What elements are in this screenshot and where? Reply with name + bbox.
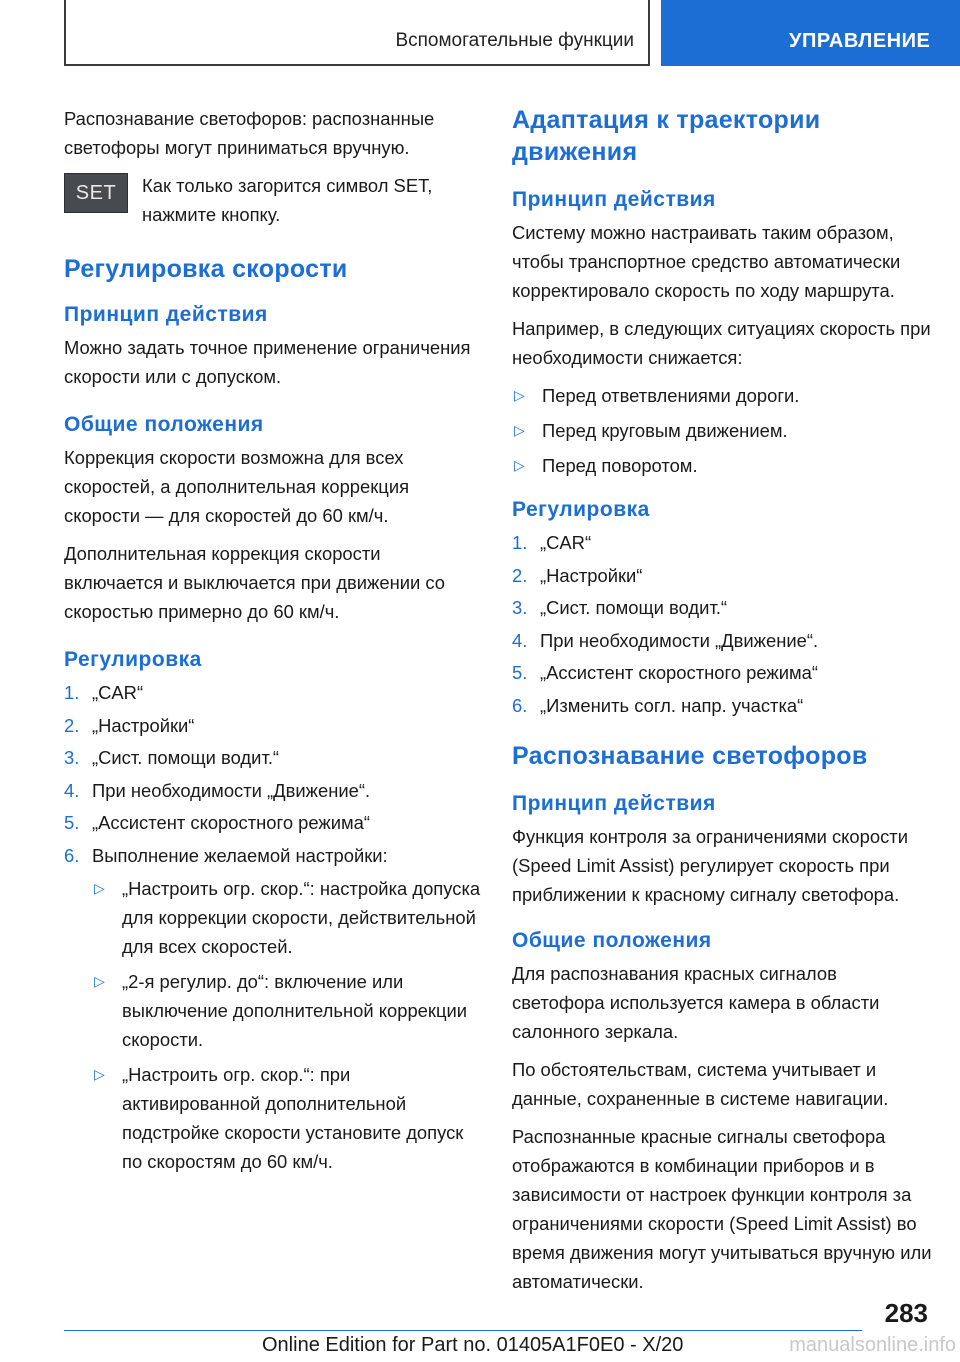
step-number: 1. [64, 682, 80, 703]
list-item [64, 808, 484, 837]
right-column [512, 104, 932, 1305]
option-text: „Настроить огр. скор.“: настройка допуска для коррекции скорости, действительной для всех скоростей. [122, 877, 481, 957]
step-text: „Настройки“ [92, 714, 195, 736]
step-text: „Ассистент скоростного режима“ [92, 812, 370, 833]
step-text: „Сист. помощи водит.“ [540, 597, 728, 618]
page-number: 283 [884, 1298, 928, 1328]
traffic-general-paragraph-3: Распознанные красные сигналы светофора отображаются в комбинации приборов и в зависимости от настроек функции контроля за ограничениями скорости (Speed Limit Assist) во время движения могут учитываться вручную или автоматически. [512, 1125, 932, 1292]
header-chapter-tab [661, 0, 960, 66]
situation-text: Перед круговым движением. [542, 420, 788, 441]
step-number: 2. [64, 714, 80, 736]
header-section-tab [64, 0, 650, 66]
step-text: „Сист. помощи водит.“ [92, 747, 280, 768]
adjust-heading: Регулировка [512, 498, 650, 521]
step-number: 6. [64, 844, 80, 866]
general-paragraph-2: Дополнительная коррекция скорости включается и выключается при движении со скоростью примерно до 60 км/ч. [64, 543, 446, 622]
step-number: 3. [64, 747, 80, 768]
traffic-general-paragraph-2: По обстоятельствам, система учитывает и данные, сохраненные в системе навигации. [512, 1058, 889, 1109]
list-item [64, 743, 484, 772]
speed-adjust-heading: Регулировка скорости [64, 255, 348, 283]
list-item [512, 416, 932, 445]
traffic-light-heading: Распознавание светофоров [512, 741, 868, 770]
triangle-bullet-icon: ▷ [94, 879, 105, 896]
list-item [512, 658, 932, 687]
situation-text: Перед ответвлениями дороги. [542, 385, 800, 406]
list-item [512, 528, 932, 557]
principle-heading: Принцип действия [512, 188, 716, 211]
left-column [64, 104, 484, 1182]
general-heading: Общие положения [64, 413, 264, 436]
list-item [64, 711, 484, 740]
list-item [64, 841, 484, 1176]
triangle-bullet-icon: ▷ [514, 422, 525, 438]
adjust-steps-list [64, 678, 484, 1176]
list-item [92, 1060, 484, 1176]
list-item [512, 626, 932, 655]
list-item [512, 381, 932, 410]
list-item [512, 593, 932, 622]
traffic-general-paragraph-1: Для распознавания красных сигналов светофора используется камера в области салонного зеркала. [512, 962, 880, 1042]
header-section-label: Вспомогательные функции [395, 30, 634, 51]
principle-paragraph: Можно задать точное применение ограничения скорости или с допуском. [64, 337, 471, 387]
footer-edition: Online Edition for Part no. 01405A1F0E0 - X/20 [262, 1334, 684, 1356]
traffic-principle-heading: Принцип действия [512, 791, 716, 815]
header-chapter-label: УПРАВЛЕНИЕ [789, 30, 931, 52]
step-number: 2. [512, 564, 528, 586]
triangle-bullet-icon: ▷ [514, 457, 525, 473]
route-adapt-heading: Адаптация к траектории движения [512, 106, 821, 166]
set-badge-label: SET [75, 181, 117, 204]
step-text: „CAR“ [540, 532, 592, 553]
list-item [92, 874, 484, 961]
step-text: „Ассистент скоростного режима“ [540, 662, 818, 683]
step-text: При необходимости „Движение“. [540, 629, 819, 651]
step-text: „CAR“ [92, 682, 144, 703]
principle-paragraph-2: Например, в следующих ситуациях скорость при необходимости снижается: [512, 318, 931, 368]
list-item [64, 776, 484, 805]
list-item [92, 967, 484, 1054]
principle-heading: Принцип действия [64, 303, 268, 326]
list-item [64, 678, 484, 707]
step-number: 5. [512, 662, 528, 683]
step-text: При необходимости „Движение“. [92, 779, 371, 801]
step-text: Выполнение желаемой настройки: [92, 844, 388, 866]
traffic-general-heading: Общие положения [512, 928, 712, 952]
step-number: 1. [512, 532, 528, 553]
adjust-heading: Регулировка [64, 648, 202, 671]
step-number: 6. [512, 694, 528, 716]
set-button-icon [64, 173, 128, 213]
general-paragraph-1: Коррекция скорости возможна для всех скоростей, а дополнительная коррекция скорости — для скоростей до 60 км/ч. [64, 447, 410, 526]
list-item [512, 691, 932, 720]
situation-text: Перед поворотом. [542, 455, 698, 476]
settings-options-list [92, 874, 484, 1176]
traffic-principle-paragraph: Функция контроля за ограничениями скорости (Speed Limit Assist) регулирует скорость при приближении к красному сигналу светофора. [512, 825, 909, 905]
step-number: 4. [512, 629, 528, 651]
adjust-steps-list [512, 528, 932, 720]
step-number: 4. [64, 779, 80, 801]
watermark: manualsonline.info [789, 1334, 956, 1356]
option-text: „2-я регулир. до“: включение или выключение дополнительной коррекции скорости. [122, 970, 468, 1050]
triangle-bullet-icon: ▷ [94, 972, 105, 989]
triangle-bullet-icon: ▷ [514, 387, 525, 403]
step-number: 3. [512, 597, 528, 618]
option-text: „Настроить огр. скор.“: при активированной дополнительной подстройке скорости установите допуск по скоростям до 60 км/ч. [122, 1063, 464, 1172]
step-text: „Настройки“ [540, 564, 643, 586]
triangle-bullet-icon: ▷ [94, 1065, 105, 1082]
step-number: 5. [64, 812, 80, 833]
set-instruction [64, 171, 484, 229]
set-instruction-text: Как только загорится символ SET, нажмите кнопку. [142, 175, 433, 225]
principle-paragraph-1: Систему можно настраивать таким образом, чтобы транспортное средство автоматически корректировало скорость по ходу маршрута. [512, 222, 901, 301]
step-text: „Изменить согл. напр. участка“ [540, 694, 804, 716]
list-item [512, 451, 932, 480]
footer-divider [64, 1330, 862, 1331]
intro-paragraph: Распознавание светофоров: распознанные светофоры могут приниматься вручную. [64, 108, 435, 158]
situations-list [512, 381, 932, 480]
list-item [512, 561, 932, 590]
